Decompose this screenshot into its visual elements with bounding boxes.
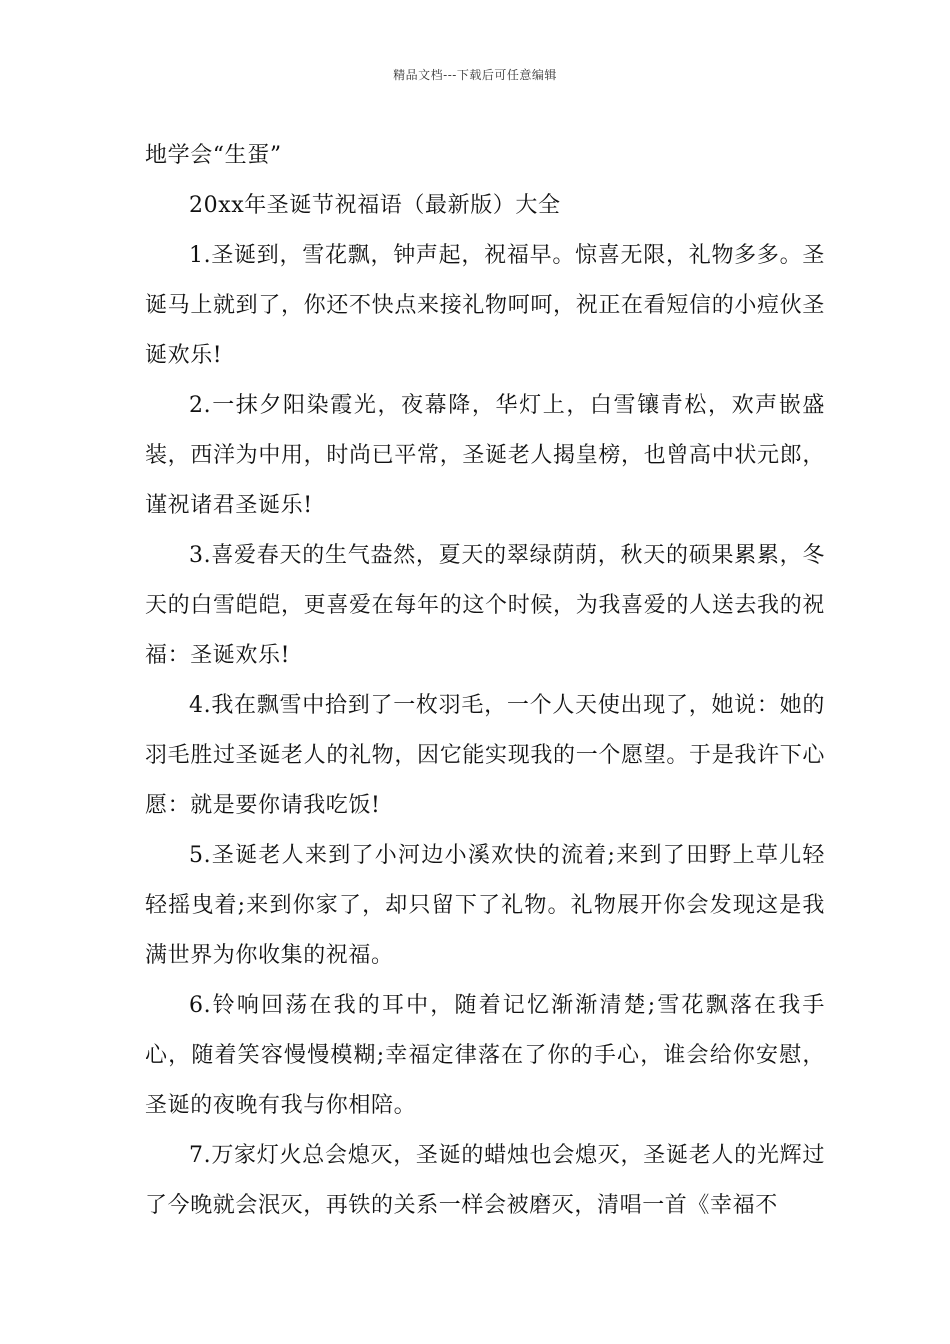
continuation-line: 地学会“生蛋”: [145, 143, 282, 168]
paragraph-7: 7.万家灯火总会熄灭，圣诞的蜡烛也会熄灭，圣诞老人的光辉过了今晚就会泯灭，再铁的关系一样会被磨灭，清唱一首《幸福不: [145, 1143, 825, 1218]
header-note: 精品文档---下载后可任意编辑: [393, 68, 557, 82]
paragraph-4: 4.我在飘雪中拾到了一枚羽毛，一个人天使出现了，她说：她的羽毛胜过圣诞老人的礼物，因它能实现我的一个愿望。于是我许下心愿：就是要你请我吃饭!: [145, 693, 825, 818]
paragraph-1: 1.圣诞到，雪花飘，钟声起，祝福早。惊喜无限，礼物多多。圣诞马上就到了，你还不快点来接礼物呵呵，祝正在看短信的小痘伙圣诞欢乐!: [145, 243, 825, 368]
paragraph-3: 3.喜爱春天的生气盎然，夏天的翠绿荫荫，秋天的硕果累累，冬天的白雪皑皑，更喜爱在每年的这个时候，为我喜爱的人送去我的祝福：圣诞欢乐!: [145, 543, 825, 668]
document-title: 20xx年圣诞节祝福语（最新版）大全: [189, 193, 561, 218]
paragraph-2: 2.一抹夕阳染霞光，夜幕降，华灯上，白雪镶青松，欢声嵌盛装，西洋为中用，时尚已平常，圣诞老人揭皇榜，也曾高中状元郎，谨祝诸君圣诞乐!: [145, 393, 825, 518]
document-body: [145, 131, 825, 1231]
paragraph-5: 5.圣诞老人来到了小河边小溪欢快的流着;来到了田野上草儿轻轻摇曳着;来到你家了，却只留下了礼物。礼物展开你会发现这是我满世界为你收集的祝福。: [145, 843, 825, 968]
paragraph-6: 6.铃响回荡在我的耳中，随着记忆渐渐清楚;雪花飘落在我手心，随着笑容慢慢模糊;幸福定律落在了你的手心，谁会给你安慰，圣诞的夜晚有我与你相陪。: [145, 993, 825, 1118]
